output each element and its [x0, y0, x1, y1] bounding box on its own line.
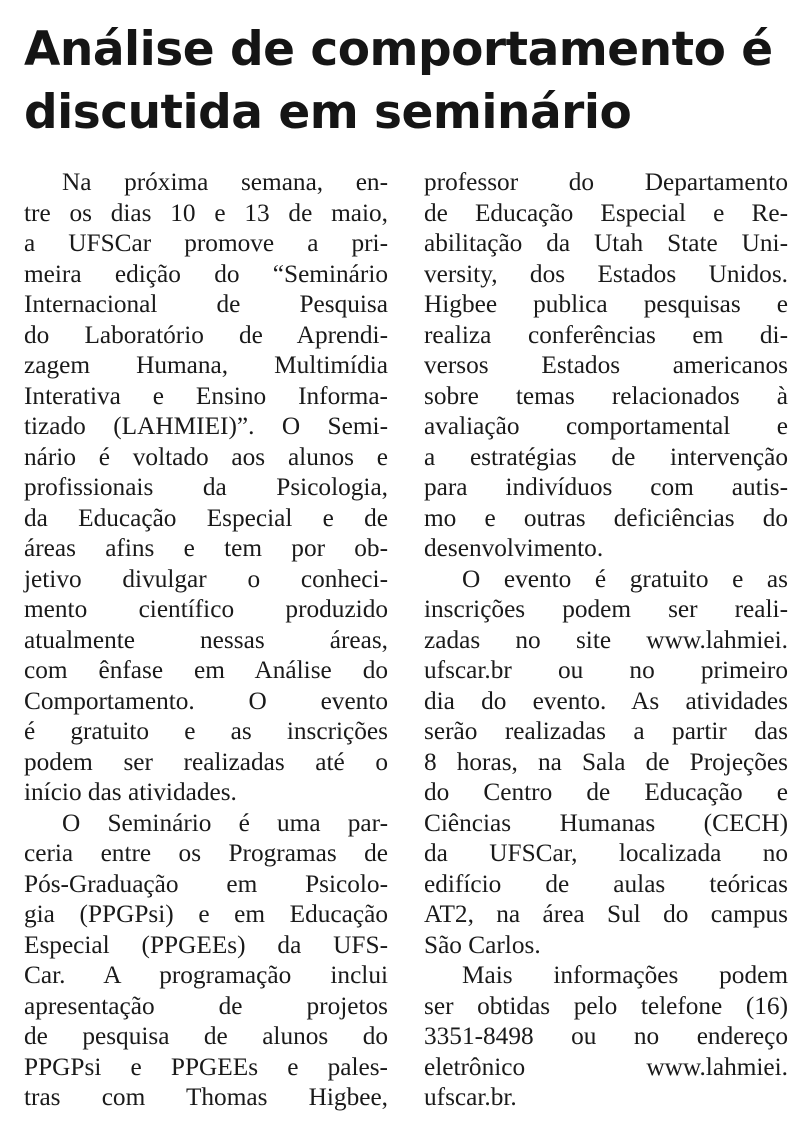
body-line: ufscar.br. — [424, 1083, 517, 1111]
body-line: tras com Thomas Higbee, — [24, 1083, 388, 1111]
body-line: zadas no site www.lahmiei. — [424, 625, 788, 654]
body-line: eletrônico www.lahmiei. — [424, 1052, 788, 1081]
body-line: ufscar.br ou no primeiro — [424, 656, 788, 684]
body-line: tizado (LAHMIEI)”. O Semi- — [24, 412, 388, 440]
body-line: O evento é gratuito e as — [462, 564, 788, 593]
body-line: a UFSCar promove a pri- — [24, 229, 388, 257]
body-line: início das atividades. — [24, 778, 237, 806]
body-line: meira edição do “Seminário — [24, 259, 388, 288]
body-line: realiza conferências em di- — [424, 320, 788, 349]
body-line: gia (PPGPsi) e em Educação — [24, 900, 388, 928]
body-line: de Educação Especial e Re- — [424, 198, 788, 227]
body-line: Ciências Humanas (CECH) — [424, 808, 788, 837]
body-line: do Laboratório de Aprendi- — [24, 320, 388, 349]
body-line: profissionais da Psicologia, — [24, 473, 388, 501]
body-line: edifício de aulas teóricas — [424, 869, 788, 898]
body-line: avaliação comportamental e — [424, 412, 788, 440]
headline-line-1: Análise de comportamento é — [24, 22, 773, 77]
body-line: para indivíduos com autis- — [424, 473, 788, 501]
body-line: inscrições podem ser reali- — [424, 595, 788, 623]
body-line: 8 horas, na Sala de Projeções — [424, 747, 788, 776]
body-line: podem ser realizadas até o — [24, 747, 388, 776]
body-line: jetivo divulgar o conheci- — [24, 564, 388, 593]
article-column-right — [424, 167, 788, 1113]
body-line: Higbee publica pesquisas e — [424, 290, 788, 318]
body-line: nário é voltado aos alunos e — [24, 442, 388, 471]
body-line: com ênfase em Análise do — [24, 656, 388, 684]
body-line: mento científico produzido — [24, 595, 388, 623]
body-line: do Centro de Educação e — [424, 778, 788, 806]
body-line: tre os dias 10 e 13 de maio, — [24, 198, 388, 227]
body-line: dia do evento. As atividades — [424, 686, 788, 715]
body-line: São Carlos. — [424, 930, 541, 959]
body-line: atualmente nessas áreas, — [24, 625, 388, 654]
body-line: PPGPsi e PPGEEs e pales- — [24, 1052, 388, 1081]
body-line: áreas afins e tem por ob- — [24, 534, 388, 562]
article-column-left — [24, 167, 388, 1113]
body-line: professor do Departamento — [424, 168, 788, 196]
body-line: de pesquisa de alunos do — [24, 1022, 388, 1050]
body-line: é gratuito e as inscrições — [24, 717, 388, 745]
body-line: abilitação da Utah State Uni- — [424, 229, 788, 257]
body-line: Internacional de Pesquisa — [24, 290, 388, 318]
body-line: zagem Humana, Multimídia — [24, 351, 388, 379]
body-line: serão realizadas a partir das — [424, 717, 788, 745]
body-line: da UFSCar, localizada no — [424, 839, 788, 867]
body-line: Pós-Graduação em Psicolo- — [24, 869, 388, 898]
body-line: ser obtidas pelo telefone (16) — [424, 991, 788, 1020]
body-line: mo e outras deficiências do — [424, 503, 788, 532]
body-line: AT2, na área Sul do campus — [424, 900, 788, 928]
body-line: Especial (PPGEEs) da UFS- — [24, 930, 388, 959]
headline — [24, 18, 794, 144]
headline-line-2: discutida em seminário — [24, 85, 632, 140]
body-line: da Educação Especial e de — [24, 503, 388, 532]
body-line: Comportamento. O evento — [24, 686, 388, 715]
body-line: O Seminário é uma par- — [62, 808, 388, 837]
body-line: apresentação de projetos — [24, 991, 388, 1020]
body-line: Mais informações podem — [462, 961, 788, 989]
body-line: ceria entre os Programas de — [24, 839, 388, 867]
body-line: versity, dos Estados Unidos. — [424, 259, 788, 288]
body-line: 3351-8498 ou no endereço — [424, 1022, 788, 1050]
body-line: Interativa e Ensino Informa- — [24, 381, 388, 410]
body-line: a estratégias de intervenção — [424, 442, 788, 471]
body-line: versos Estados americanos — [424, 351, 788, 379]
body-line: sobre temas relacionados à — [424, 381, 788, 410]
body-line: Na próxima semana, en- — [62, 168, 388, 196]
body-line: desenvolvimento. — [424, 534, 604, 562]
body-line: Car. A programação inclui — [24, 961, 388, 989]
